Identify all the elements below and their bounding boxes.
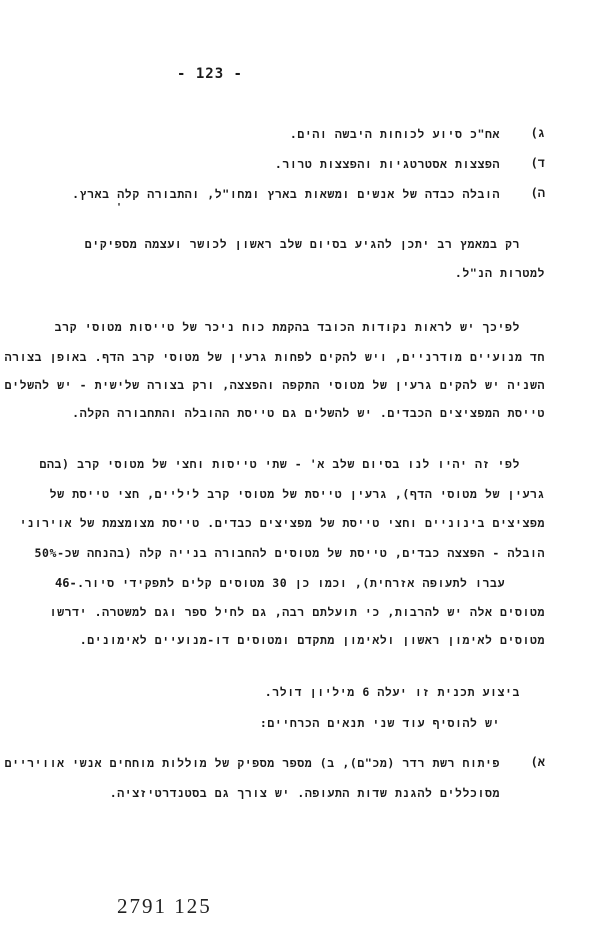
page-number: - 123 - <box>176 66 243 82</box>
stray-mark: ' <box>116 202 123 213</box>
budget-line: ביצוע תכנית זו יעלה 6 מיליון דולר. <box>264 685 520 699</box>
archive-stamp: 2791 125 <box>117 894 212 918</box>
paragraph3-line-3: מפציצים בינוניים וחצי טייסת של מפציצים כבדים. טייסת מצומצמת של אוירוני <box>19 516 545 530</box>
paragraph2-line-3: השניה יש להקים גרעין של מטוסי התקפה והפצצה, ורק בצורה שלישית - יש להשלים <box>4 378 545 392</box>
line-46-marker: 46- <box>55 576 77 590</box>
additions-intro: יש להוסיף עוד שני תנאים הכרחיים: <box>259 716 500 730</box>
list-marker-he: ה) <box>530 186 545 200</box>
paragraph2-line-1: לפיכך יש לראות נקודות הכובד בהקמת כוח ניכר של טייסות מטוסי קרב <box>54 320 520 334</box>
paragraph2-line-4: טייסת המפציצים הכבדים. יש להשלים גם טייסת ההובלה והתחבורה הקלה. <box>72 406 545 420</box>
paragraph3-line-6: מטוסים אלה יש להרבות, כי תועלתם רבה, גם לחיל ספר וגם למשטרה. ידרשו <box>49 605 545 619</box>
paragraph3-line-1: לפי זה יהיו לנו בסיום שלב א' - שתי טייסות וחצי של מטוסי קרב (בהם <box>39 457 520 471</box>
additions-marker-aleph: א) <box>530 755 545 769</box>
additions-line-2: מסוכללים להגנת שדות התעופה. יש צורך גם בסטנדרטיזציה. <box>109 786 500 800</box>
list-item-gimel: אח"כ סיוע לכוחות היבשה והים. <box>289 127 500 141</box>
paragraph3-line-5: עברו לתעופה אזרחית), וכמו כן 30 מטוסים קלים לתפקידי סיור. <box>77 576 505 590</box>
paragraph3-line-7: מטוסים לאימון ראשון ולאימון מתקדם ומטוסים דו-מנועיים לאימונים. <box>79 633 545 647</box>
list-item-he: הובלה כבדה של אנשים ומשאות בארץ ומחו"ל, והתבורה קלה בארץ. <box>72 187 500 201</box>
list-marker-dalet: ד) <box>530 156 545 170</box>
list-marker-gimel: ג) <box>530 126 545 140</box>
paragraph3-line-2: גרעין של מטוסי הדף), גרעין טייסת של מטוסי קרב ליליים, חצי טייסת של <box>49 487 545 501</box>
paragraph1-line-2: למטרות הנ"ל. <box>454 266 545 280</box>
paragraph3-line-4: הובלה - הפצצה כבדים, טייסת של מטוסים להחבורה בנייה קלה (בהנחה שכ-50% <box>34 546 545 560</box>
paragraph1-line-1: רק במאמץ רב יתכן להגיע בסיום שלב ראשון לכושר ועצמה מספיקים <box>84 237 520 251</box>
list-item-dalet: הפצצות אסטרטגיות והפצצות טרור. <box>274 157 500 171</box>
additions-line-1: פיתוח רשת רדר (מכ"ם), ב) מספר מספיק של מוללות מוחחים אנשי אוויריים <box>4 756 500 770</box>
paragraph2-line-2: חד מנועיים מודרניים, ויש להקים לפחות גרעין של מטוסי קרב הדף. באופן בצורה <box>4 350 545 364</box>
